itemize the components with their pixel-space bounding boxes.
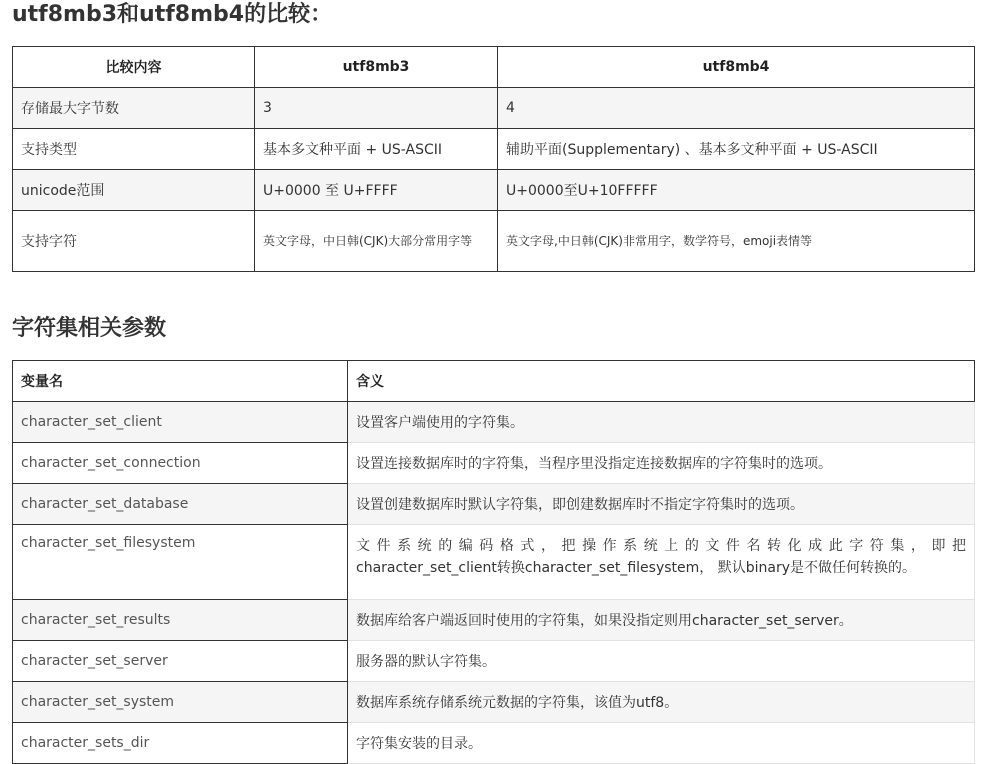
table-header-row (13, 361, 975, 402)
variable-name-cell: character_set_server (13, 641, 348, 682)
column-header: utf8mb4 (498, 47, 975, 88)
column-header: 含义 (348, 361, 975, 402)
column-header: utf8mb3 (255, 47, 498, 88)
table-cell: 英文字母，中日韩(CJK)大部分常用字等 (255, 211, 498, 272)
table-cell: 支持字符 (13, 211, 255, 272)
variable-name-cell: character_set_system (13, 682, 348, 723)
table-row (13, 170, 975, 211)
description-cell: 设置客户端使用的字符集。 (348, 402, 975, 443)
table-cell: U+0000至U+10FFFFF (498, 170, 975, 211)
table-row (13, 88, 975, 129)
table-cell: 辅助平面(Supplementary) 、基本多文种平面 + US-ASCII (498, 129, 975, 170)
table-cell: 4 (498, 88, 975, 129)
column-header: 变量名 (13, 361, 348, 402)
variable-name-cell: character_sets_dir (13, 723, 348, 764)
section-title-charset-params: 字符集相关参数 (12, 316, 167, 341)
description-cell (348, 525, 975, 600)
variable-name-cell: character_set_database (13, 484, 348, 525)
description-cell: 设置连接数据库时的字符集，当程序里没指定连接数据库的字符集时的选项。 (348, 443, 975, 484)
variable-name-cell: character_set_client (13, 402, 348, 443)
column-header: 比较内容 (13, 47, 255, 88)
table-row (13, 484, 975, 525)
table-header-row (13, 47, 975, 88)
description-cell: 数据库系统存储系统元数据的字符集，该值为utf8。 (348, 682, 975, 723)
description-cell: 服务器的默认字符集。 (348, 641, 975, 682)
description-cell: 数据库给客户端返回时使用的字符集，如果没指定则用character_set_server。 (348, 600, 975, 641)
table-row (13, 682, 975, 723)
table-cell: 3 (255, 88, 498, 129)
table-row (13, 641, 975, 682)
table-cell: 存储最大字节数 (13, 88, 255, 129)
description-line: character_set_client转换character_set_filesystem， 默认binary是不做任何转换的。 (356, 560, 916, 576)
table-row (13, 723, 975, 764)
table-cell: 英文字母,中日韩(CJK)非常用字，数学符号，emoji表情等 (498, 211, 975, 272)
table-row (13, 600, 975, 641)
section-title-utf8-comparison: utf8mb3和utf8mb4的比较： (12, 2, 333, 27)
table-row (13, 525, 975, 600)
variable-name-cell: character_set_results (13, 600, 348, 641)
description-cell: 字符集安装的目录。 (348, 723, 975, 764)
charset-params-table (12, 360, 975, 764)
description-cell: 设置创建数据库时默认字符集，即创建数据库时不指定字符集时的选项。 (348, 484, 975, 525)
table-row (13, 211, 975, 272)
variable-name-cell: character_set_connection (13, 443, 348, 484)
table-cell: unicode范围 (13, 170, 255, 211)
utf8-comparison-table (12, 46, 975, 272)
table-row (13, 402, 975, 443)
table-cell: 基本多文种平面 + US-ASCII (255, 129, 498, 170)
table-row (13, 129, 975, 170)
table-cell: 支持类型 (13, 129, 255, 170)
table-row (13, 443, 975, 484)
table-cell: U+0000 至 U+FFFF (255, 170, 498, 211)
description-line: 文件系统的编码格式，把操作系统上的文件名转化成此字符集，即把 (356, 538, 966, 554)
variable-name-cell: character_set_filesystem (13, 525, 348, 600)
